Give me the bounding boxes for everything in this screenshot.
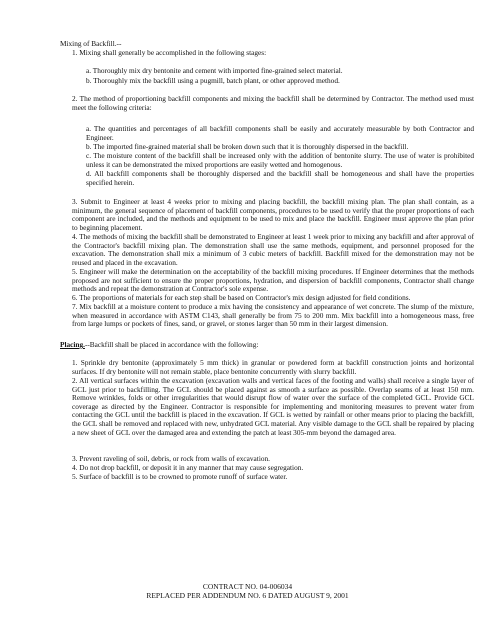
mixing-heading: Mixing of Backfill.--: [60, 39, 122, 48]
mixing-item-7: 7. Mix backfill at a moisture content to produce a mix having the consistency and appearance of wet concrete. The slump of the mixture, when measured in accordance with ASTM C143, shall generally be from 75 to 200 mm. Mix backfill into a homogeneous mass, free from large lumps or pockets of fines, sand, or gravel, or stones larger than 50 mm in their largest dimension.: [72, 302, 474, 329]
mixing-item-2d: d. All backfill components shall be thoroughly dispersed and the backfill shall be homogeneous and shall have the properties specified herein.: [86, 169, 474, 187]
placing-heading: Placing.: [60, 340, 85, 349]
mixing-item-4: 4. The methods of mixing the backfill shall be demonstrated to Engineer at least 1 week prior to mixing any backfill and after approval of the Contractor's backfill mixing plan. The demonstration shall use the same methods, equipment, and personnel proposed for the excavation. The demonstration shall mix a minimum of 3 cubic meters of backfill. Backfill mixed for the demonstration may not be reused and placed in the excavation.: [72, 232, 474, 267]
mixing-item-1a: a. Thoroughly mix dry bentonite and cement with imported fine-grained select material.: [86, 66, 343, 75]
mixing-item-1: 1. Mixing shall generally be accomplished in the following stages:: [72, 48, 267, 57]
placing-item-4: 4. Do not drop backfill, or deposit it in any manner that may cause segregation.: [72, 463, 304, 472]
footer-addendum-note: REPLACED PER ADDENDUM NO. 6 DATED AUGUST 9, 2001: [146, 591, 349, 600]
mixing-item-2c: c. The moisture content of the backfill shall be increased only with the addition of bentonite slurry. The use of water is prohibited unless it can be demonstrated the mixed proportions are easily wetted and homogenous.: [86, 151, 474, 169]
placing-item-3: 3. Prevent raveling of soil, debris, or rock from walls of excavation.: [72, 454, 270, 463]
mixing-item-6: 6. The proportions of materials for each step shall be based on Contractor's mix design adjusted for field conditions.: [72, 293, 411, 302]
placing-item-2: 2. All vertical surfaces within the excavation (excavation walls and vertical faces of the footing and walls) shall receive a single layer of GCL just prior to backfilling. The GCL should be placed against as smooth a surface as possible. Overlap seams of at least 150 mm. Remove wrinkles, folds or other irregularities that would disrupt flow of water over the surface of the completed GCL. Provide GCL coverage as directed by the Engineer. Contractor is responsible for implementing and monitoring measures to prevent water from contacting the GCL until the backfill is placed in the excavation. If GCL is wetted by rainfall or other means prior to placing the backfill, the GCL shall be removed and replaced with new, unhydrated GCL material. Any visible damage to the GCL shall be repaired by placing a new sheet of GCL over the damaged area and extending the patch at least 305-mm beyond the damaged area.: [72, 376, 474, 437]
mixing-item-5: 5. Engineer will make the determination on the acceptability of the backfill mixing procedures. If Engineer determines that the methods proposed are not sufficient to ensure the proper proportions, hydration, and dispersion of backfill components, Contractor shall change methods and repeat the demonstration at Contractor's sole expense.: [72, 267, 474, 294]
placing-item-5: 5. Surface of backfill is to be crowned to promote runoff of surface water.: [72, 472, 288, 481]
mixing-item-1b: b. Thoroughly mix the backfill using a pugmill, batch plant, or other approved method.: [86, 76, 340, 85]
placing-paragraph: [60, 341, 474, 350]
mixing-item-2a: a. The quantities and percentages of all backfill components shall be easily and accurately measurable by both Contractor and Engineer.: [86, 124, 474, 142]
placing-intro: --Backfill shall be placed in accordance with the following:: [84, 340, 259, 349]
mixing-item-2: 2. The method of proportioning backfill components and mixing the backfill shall be determined by Contractor. The method used must meet the following criteria:: [72, 94, 474, 112]
mixing-item-3: 3. Submit to Engineer at least 4 weeks prior to mixing and placing backfill, the backfill mixing plan. The plan shall contain, as a minimum, the general sequence of placement of backfill components, procedures to be used to verify that the proper proportions of each component are included, and the methods and equipment to be used to mix and place the backfill. Engineer must approve the plan prior to beginning placement.: [72, 197, 474, 232]
mixing-item-2b: b. The imported fine-grained material shall be broken down such that it is thoroughly dispersed in the backfill.: [86, 142, 409, 151]
footer-contract-number: CONTRACT NO. 04-006034: [202, 582, 293, 591]
placing-item-1: 1. Sprinkle dry bentonite (approximately 5 mm thick) in granular or powdered form at backfill construction joints and horizontal surfaces. If dry bentonite will not remain stable, place bentonite concurrently with slurry backfill.: [72, 358, 474, 376]
